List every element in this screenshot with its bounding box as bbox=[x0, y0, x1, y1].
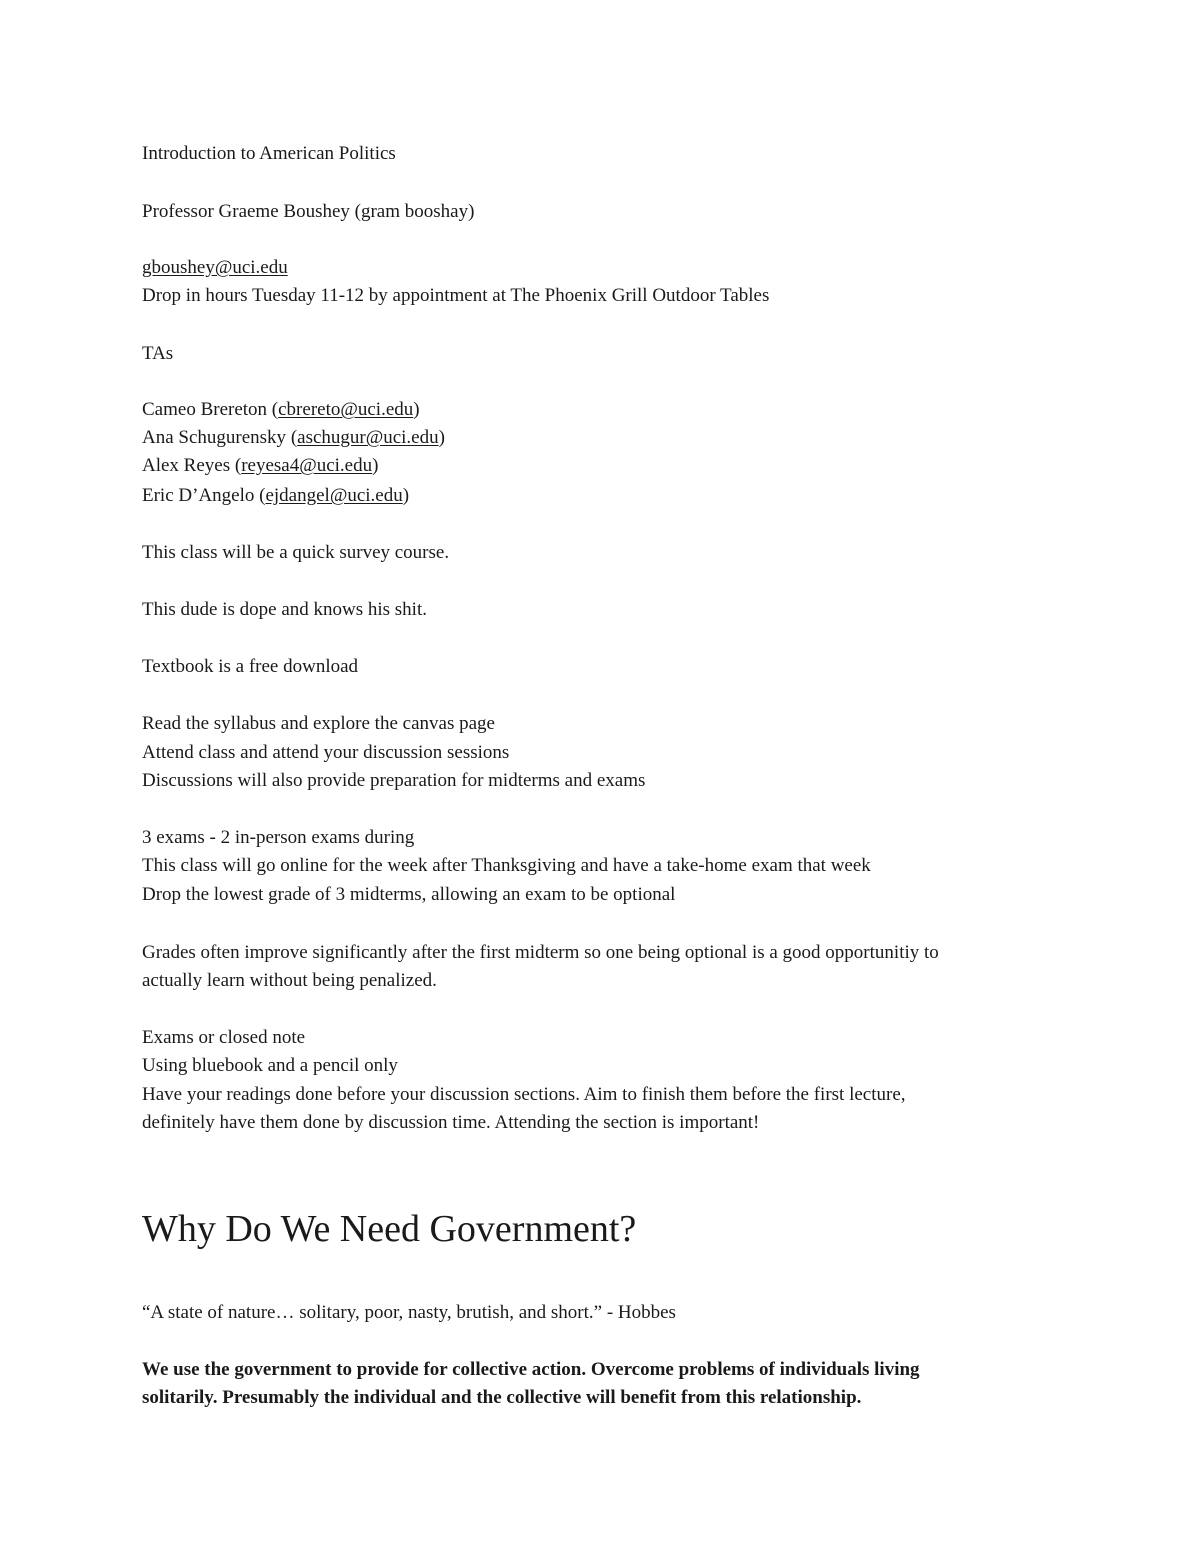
bold-text-1: We use the government to provide for collective action. Overcome problems of individuals living bbox=[142, 1359, 920, 1380]
professor-name: Professor Graeme Boushey (gram booshay) bbox=[142, 201, 475, 222]
ta-email-link[interactable]: cbrereto@uci.edu bbox=[278, 399, 414, 420]
paren-open: ( bbox=[254, 485, 266, 506]
ta-name: Eric D’Angelo bbox=[142, 485, 255, 506]
ta-entry bbox=[142, 396, 420, 424]
paren-close: ) bbox=[372, 455, 379, 476]
tas-heading: TAs bbox=[142, 343, 174, 364]
paren-close: ) bbox=[413, 399, 420, 420]
note-grades-1: Grades often improve significantly after the first midterm so one being optional is a good opportunitiy to bbox=[142, 942, 939, 963]
note-closed-1: Exams or closed note bbox=[142, 1027, 306, 1048]
course-title: Introduction to American Politics bbox=[142, 143, 396, 164]
note-closed-2: Using bluebook and a pencil only bbox=[142, 1055, 398, 1076]
ta-email-link[interactable]: aschugur@uci.edu bbox=[297, 427, 439, 448]
professor-email-link[interactable]: gboushey@uci.edu bbox=[142, 257, 288, 278]
drop-in-hours: Drop in hours Tuesday 11-12 by appointment at The Phoenix Grill Outdoor Tables bbox=[142, 285, 770, 306]
note-grades-2: actually learn without being penalized. bbox=[142, 970, 437, 991]
section-heading: Why Do We Need Government? bbox=[142, 1208, 637, 1250]
paren-open: ( bbox=[286, 427, 298, 448]
note-readings-1: Have your readings done before your discussion sections. Aim to finish them before the first lecture, bbox=[142, 1084, 906, 1105]
ta-name: Ana Schugurensky bbox=[142, 427, 287, 448]
bold-text-2: solitarily. Presumably the individual and the collective will benefit from this relationship. bbox=[142, 1387, 862, 1408]
note-exams-1: 3 exams - 2 in-person exams during bbox=[142, 827, 415, 848]
note-exams-2: This class will go online for the week after Thanksgiving and have a take-home exam that week bbox=[142, 855, 871, 876]
paren-open: ( bbox=[230, 455, 242, 476]
paren-open: ( bbox=[267, 399, 279, 420]
note-syllabus: Read the syllabus and explore the canvas page bbox=[142, 713, 495, 734]
paren-close: ) bbox=[438, 427, 445, 448]
ta-name: Cameo Brereton bbox=[142, 399, 268, 420]
professor-email-line bbox=[142, 254, 288, 282]
note-attend: Attend class and attend your discussion sessions bbox=[142, 742, 510, 763]
ta-entry bbox=[142, 424, 445, 452]
note-readings-2: definitely have them done by discussion time. Attending the section is important! bbox=[142, 1112, 760, 1133]
ta-name: Alex Reyes bbox=[142, 455, 231, 476]
hobbes-quote: “A state of nature… solitary, poor, nasty, brutish, and short.” - Hobbes bbox=[142, 1302, 676, 1323]
ta-email-link[interactable]: ejdangel@uci.edu bbox=[265, 485, 403, 506]
ta-entry bbox=[142, 482, 409, 510]
note-exams-3: Drop the lowest grade of 3 midterms, allowing an exam to be optional bbox=[142, 884, 676, 905]
note-survey: This class will be a quick survey course. bbox=[142, 542, 450, 563]
note-textbook: Textbook is a free download bbox=[142, 656, 359, 677]
paren-close: ) bbox=[402, 485, 410, 506]
ta-email-link[interactable]: reyesa4@uci.edu bbox=[241, 455, 373, 476]
note-discussions: Discussions will also provide preparation for midterms and exams bbox=[142, 770, 646, 791]
ta-entry bbox=[142, 452, 378, 480]
note-dude: This dude is dope and knows his shit. bbox=[142, 599, 427, 620]
